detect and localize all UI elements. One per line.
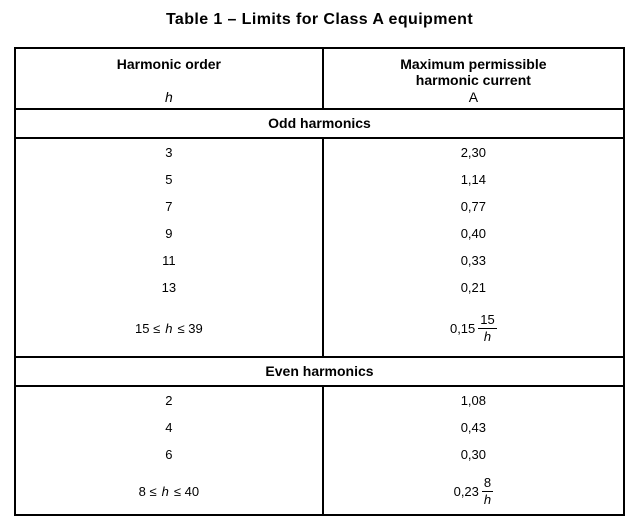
- range-suffix: ≤ 40: [173, 483, 200, 499]
- range-symbol: h: [165, 321, 173, 336]
- harmonic-order-cell: 4: [16, 414, 324, 441]
- harmonic-current-cell: 0,43: [460, 420, 487, 435]
- table-row: [16, 193, 623, 220]
- range-symbol: h: [161, 483, 169, 499]
- harmonic-current-cell: 0,40: [460, 226, 487, 241]
- harmonic-order-cell: 7: [16, 193, 324, 220]
- table-row-odd-range: [16, 301, 623, 356]
- table-row: [16, 166, 623, 193]
- fraction: [482, 476, 493, 507]
- limits-table: [14, 47, 625, 516]
- range-prefix: 15 ≤: [135, 321, 161, 336]
- fraction-denominator: h: [483, 491, 492, 507]
- harmonic-order-cell: 5: [16, 166, 324, 193]
- table-row: [16, 220, 623, 247]
- max-current-header-line1: Maximum permissible: [400, 56, 547, 72]
- max-current-header-label: [400, 56, 546, 88]
- range-suffix: ≤ 39: [177, 321, 203, 336]
- fraction-numerator: 8: [483, 474, 492, 490]
- harmonic-current-formula-cell: [324, 301, 623, 356]
- harmonic-order-range-cell: [16, 468, 324, 514]
- harmonic-order-cell: 3: [16, 139, 324, 166]
- section-header-even-harmonics: Even harmonics: [16, 356, 623, 387]
- formula-coefficient: 0,23: [453, 483, 479, 499]
- range-prefix: 8 ≤: [138, 483, 157, 499]
- table-row: [16, 387, 623, 414]
- table-row: [16, 139, 623, 166]
- table-caption: Table 1 – Limits for Class A equipment: [165, 11, 474, 28]
- harmonic-order-cell: 11: [16, 247, 324, 274]
- harmonic-current-cell: 0,21: [460, 280, 487, 295]
- harmonic-current-cell: 1,14: [460, 172, 487, 187]
- table-row: [16, 247, 623, 274]
- harmonic-order-cell: 9: [16, 220, 324, 247]
- table-row: [16, 441, 623, 468]
- harmonic-order-range-cell: [16, 301, 324, 356]
- harmonic-current-cell: 0,33: [460, 253, 487, 268]
- table-row: [16, 414, 623, 441]
- harmonic-order-cell: 13: [16, 274, 324, 301]
- formula-coefficient: 0,15: [449, 321, 476, 336]
- harmonic-current-cell: 1,08: [460, 393, 487, 408]
- max-current-header-line2: harmonic current: [415, 72, 531, 88]
- fraction: [478, 313, 496, 344]
- harmonic-order-cell: 6: [16, 441, 324, 468]
- harmonic-current-cell: 0,30: [460, 447, 487, 462]
- harmonic-order-header-label: Harmonic order: [116, 56, 221, 72]
- section-header-odd-harmonics: Odd harmonics: [16, 110, 623, 139]
- harmonic-current-formula-cell: [324, 468, 623, 514]
- harmonic-current-cell: 0,77: [460, 199, 487, 214]
- harmonic-current-cell: 2,30: [460, 145, 487, 160]
- current-unit-label: A: [468, 89, 479, 105]
- table-row-even-range: [16, 468, 623, 514]
- harmonic-order-symbol: h: [164, 89, 173, 105]
- table-header-row: [16, 49, 623, 110]
- fraction-numerator: 15: [480, 312, 495, 327]
- table-row: [16, 274, 623, 301]
- harmonic-order-header-cell: [16, 49, 324, 108]
- harmonic-order-cell: 2: [16, 387, 324, 414]
- max-current-header-cell: [324, 49, 623, 108]
- fraction-denominator: h: [483, 329, 492, 344]
